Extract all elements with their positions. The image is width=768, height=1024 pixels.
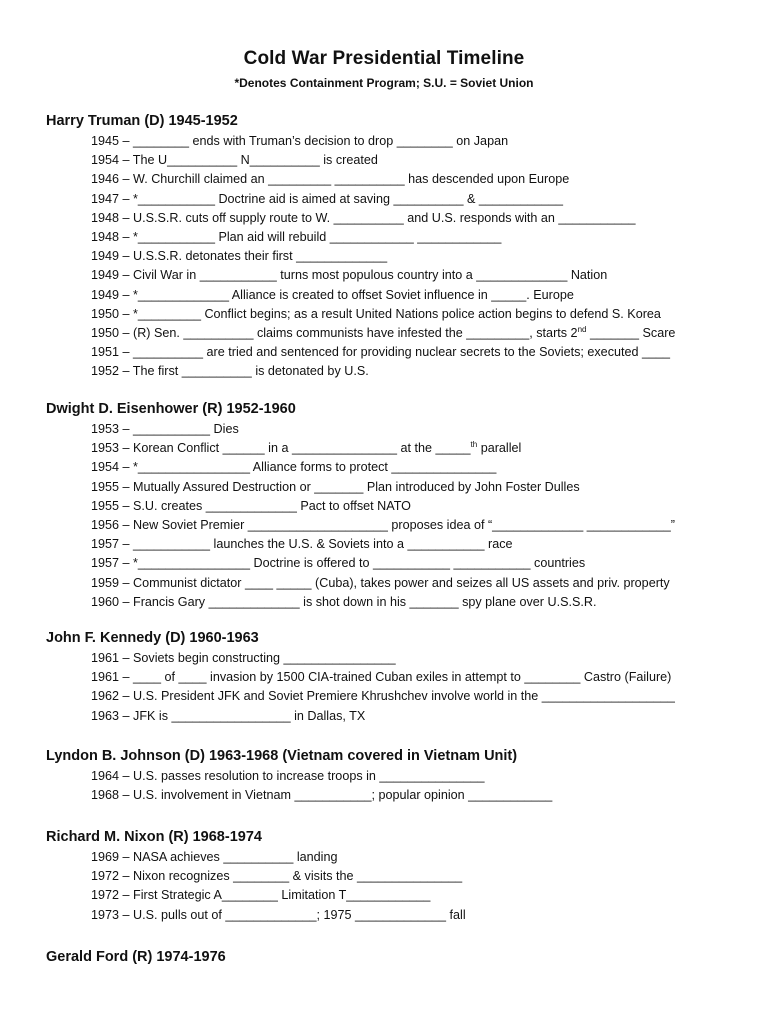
timeline-entry: 1956 – New Soviet Premier ____________________ proposes idea of “_____________ ____________” bbox=[91, 517, 675, 532]
timeline-entry: 1957 – ___________ launches the U.S. & Soviets into a ___________ race bbox=[91, 537, 513, 552]
timeline-entry: 1948 – U.S.S.R. cuts off supply route to W. __________ and U.S. responds with an ___________ bbox=[91, 210, 636, 225]
entry-list bbox=[46, 420, 746, 612]
entry-list bbox=[46, 848, 746, 925]
section-johnson bbox=[46, 745, 746, 805]
timeline-entry: 1954 – *________________ Alliance forms to protect _______________ bbox=[91, 460, 497, 475]
timeline-entry: 1955 – Mutually Assured Destruction or _______ Plan introduced by John Foster Dulles bbox=[91, 479, 580, 494]
ordinal-suffix: th bbox=[470, 440, 478, 449]
timeline-entry: 1963 – JFK is _________________ in Dallas, TX bbox=[91, 708, 366, 723]
timeline-entry: 1960 – Francis Gary _____________ is shot down in his _______ spy plane over U.S.S.R. bbox=[91, 594, 597, 609]
section-heading: Gerald Ford (R) 1974-1976 bbox=[46, 949, 226, 965]
timeline-entry: 1951 – __________ are tried and sentenced for providing nuclear secrets to the Soviets; executed ____ bbox=[91, 345, 671, 360]
timeline-entry: 1952 – The first __________ is detonated by U.S. bbox=[91, 364, 369, 379]
timeline-entry: 1968 – U.S. involvement in Vietnam ___________; popular opinion ____________ bbox=[91, 788, 553, 803]
timeline-entry: 1972 – First Strategic A________ Limitation T____________ bbox=[91, 888, 431, 903]
timeline-entry: 1949 – *_____________ Alliance is created to offset Soviet influence in _____. Europe bbox=[91, 287, 574, 302]
section-heading: John F. Kennedy (D) 1960-1963 bbox=[46, 630, 259, 646]
section-eisenhower bbox=[46, 398, 746, 612]
timeline-entry: 1947 – *___________ Doctrine aid is aimed at saving __________ & ____________ bbox=[91, 191, 563, 206]
timeline-entry: 1961 – Soviets begin constructing ________________ bbox=[91, 651, 396, 665]
timeline-entry: 1955 – S.U. creates _____________ Pact to offset NATO bbox=[91, 498, 411, 513]
section-kennedy bbox=[46, 627, 746, 726]
timeline-entry: 1945 – ________ ends with Truman’s decision to drop ________ on Japan bbox=[91, 134, 509, 148]
timeline-entry: 1962 – U.S. President JFK and Soviet Premiere Khrushchev involve world in the ___________________ bbox=[91, 689, 675, 704]
timeline-entry: 1948 – *___________ Plan aid will rebuild ____________ ____________ bbox=[91, 229, 502, 244]
timeline-entry: 1972 – Nixon recognizes ________ & visits the _______________ bbox=[91, 869, 463, 884]
timeline-entry: 1964 – U.S. passes resolution to increase troops in _______________ bbox=[91, 769, 485, 783]
timeline-entry: 1950 – (R) Sen. __________ claims communists have infested the _________, starts 2nd _______ Scare bbox=[91, 324, 676, 340]
timeline-entry: 1957 – *________________ Doctrine is offered to ___________ ___________ countries bbox=[91, 556, 586, 571]
page-subtitle: *Denotes Containment Program; S.U. = Soviet Union bbox=[234, 76, 534, 90]
page-title: Cold War Presidential Timeline bbox=[243, 48, 525, 69]
timeline-entry: 1949 – U.S.S.R. detonates their first _____________ bbox=[91, 249, 388, 264]
section-ford bbox=[46, 946, 746, 968]
timeline-entry: 1946 – W. Churchill claimed an _________ __________ has descended upon Europe bbox=[91, 172, 570, 187]
timeline-entry: 1953 – ___________ Dies bbox=[91, 422, 239, 436]
timeline-entry: 1954 – The U__________ N__________ is created bbox=[91, 153, 378, 168]
section-heading: Lyndon B. Johnson (D) 1963-1968 (Vietnam covered in Vietnam Unit) bbox=[46, 748, 518, 764]
timeline-entry: 1949 – Civil War in ___________ turns most populous country into a _____________ Nation bbox=[91, 268, 608, 283]
timeline-entry: 1969 – NASA achieves __________ landing bbox=[91, 850, 338, 864]
timeline-entry: 1950 – *_________ Conflict begins; as a result United Nations police action begins to defend S. Korea bbox=[91, 306, 661, 321]
section-nixon bbox=[46, 826, 746, 925]
entry-list bbox=[46, 132, 746, 381]
timeline-entry: 1953 – Korean Conflict ______ in a _______________ at the _____$^{th}$ parallel bbox=[91, 440, 522, 456]
section-heading: Dwight D. Eisenhower (R) 1952-1960 bbox=[46, 401, 296, 417]
section-truman bbox=[46, 110, 746, 381]
timeline-entry: 1959 – Communist dictator ____ _____ (Cuba), takes power and seizes all US assets and priv. property bbox=[91, 575, 670, 590]
section-heading: Richard M. Nixon (R) 1968-1974 bbox=[46, 829, 262, 845]
timeline-entry: 1961 – ____ of ____ invasion by 1500 CIA-trained Cuban exiles in attempt to ________ Castro (Failure) bbox=[91, 670, 672, 685]
section-heading: Harry Truman (D) 1945-1952 bbox=[46, 113, 238, 129]
timeline-entry: 1973 – U.S. pulls out of _____________; 1975 _____________ fall bbox=[91, 907, 466, 922]
ordinal-suffix: nd bbox=[577, 324, 587, 334]
entry-list bbox=[46, 649, 746, 726]
entry-list bbox=[46, 767, 746, 805]
